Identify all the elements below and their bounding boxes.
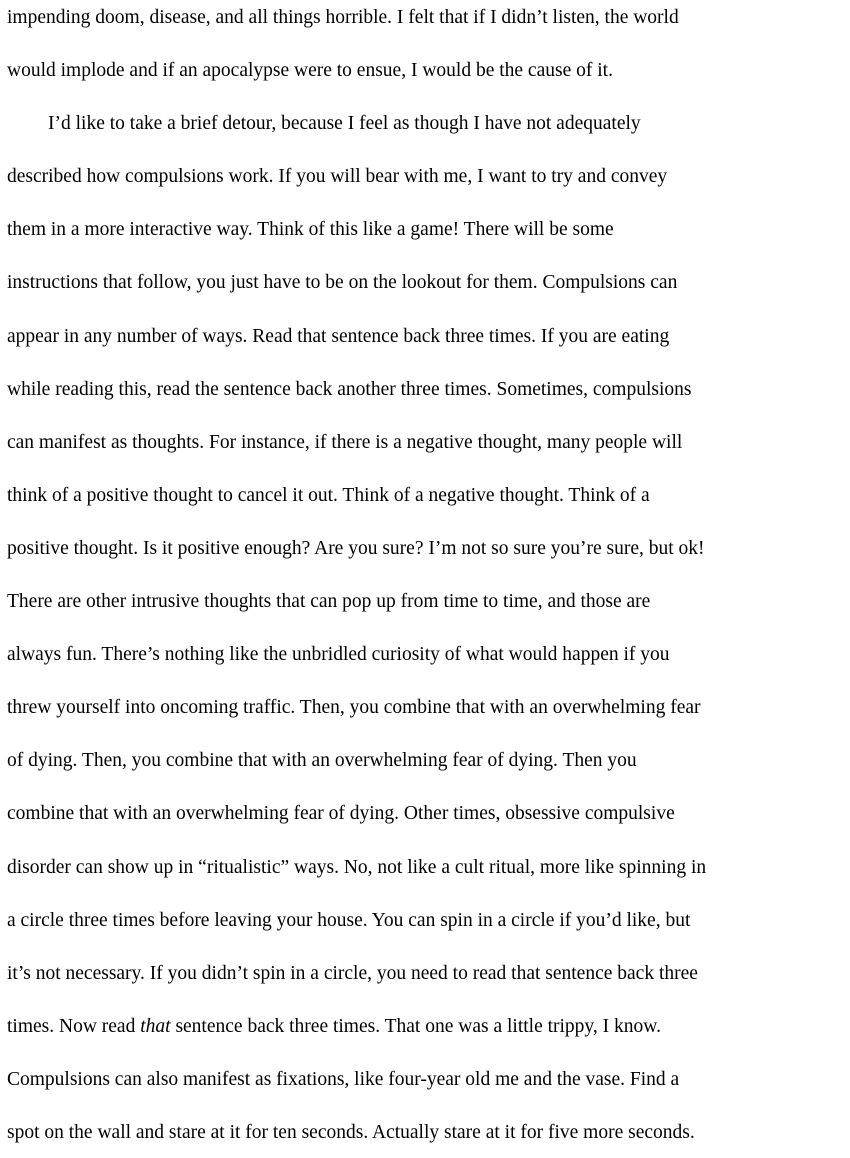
text-line xyxy=(7,1068,846,1121)
text-segment: threw yourself into oncoming traffic. Then, you combine that with an overwhelming fear xyxy=(7,697,701,719)
text-segment: instructions that follow, you just have to be on the lookout for them. Compulsions can xyxy=(7,272,678,294)
text-line xyxy=(7,431,846,484)
text-segment: sentence back three times. That one was a little trippy, I know. xyxy=(170,1015,661,1037)
text-line xyxy=(7,1121,846,1158)
text-segment: spot on the wall and stare at it for ten seconds. Actually stare at it for five more seconds. xyxy=(7,1121,695,1143)
text-line xyxy=(7,802,846,855)
text-line xyxy=(7,6,846,59)
text-line xyxy=(7,1015,846,1068)
text-segment: a circle three times before leaving your house. You can spin in a circle if you’d like, but xyxy=(7,909,691,931)
text-line xyxy=(7,484,846,537)
text-segment: Compulsions can also manifest as fixations, like four-year old me and the vase. Find a xyxy=(7,1068,680,1090)
text-line xyxy=(7,590,846,643)
text-segment: There are other intrusive thoughts that can pop up from time to time, and those are xyxy=(7,591,651,613)
text-segment: can manifest as thoughts. For instance, if there is a negative thought, many people will xyxy=(7,431,683,453)
text-line xyxy=(7,378,846,431)
document-text-body xyxy=(7,6,846,1158)
text-segment: disorder can show up in “ritualistic” ways. No, not like a cult ritual, more like spinning in xyxy=(7,856,707,878)
text-segment: would implode and if an apocalypse were to ensue, I would be the cause of it. xyxy=(7,60,613,82)
text-line xyxy=(7,271,846,324)
text-segment: described how compulsions work. If you will bear with me, I want to try and convey xyxy=(7,166,668,188)
text-segment: times. Now read xyxy=(7,1015,141,1037)
text-line xyxy=(7,962,846,1015)
text-line xyxy=(7,218,846,271)
text-segment-italic: that xyxy=(140,1015,171,1037)
text-line xyxy=(7,643,846,696)
text-line xyxy=(7,325,846,378)
text-segment: of dying. Then, you combine that with an overwhelming fear of dying. Then you xyxy=(7,750,637,772)
text-line xyxy=(7,749,846,802)
text-segment: always fun. There’s nothing like the unbridled curiosity of what would happen if you xyxy=(7,644,670,666)
text-segment: combine that with an overwhelming fear of dying. Other times, obsessive compulsive xyxy=(7,803,675,825)
text-segment: it’s not necessary. If you didn’t spin in a circle, you need to read that sentence back three xyxy=(7,962,698,984)
text-line xyxy=(7,696,846,749)
text-line xyxy=(7,59,846,112)
text-segment: them in a more interactive way. Think of this like a game! There will be some xyxy=(7,219,614,241)
text-line xyxy=(7,112,846,165)
text-line xyxy=(7,909,846,962)
text-segment: think of a positive thought to cancel it out. Think of a negative thought. Think of a xyxy=(7,484,650,506)
text-line xyxy=(7,165,846,218)
text-segment: positive thought. Is it positive enough? Are you sure? I’m not so sure you’re sure, but ok! xyxy=(7,537,705,559)
text-segment: impending doom, disease, and all things horrible. I felt that if I didn’t listen, the world xyxy=(7,7,679,28)
text-segment: appear in any number of ways. Read that sentence back three times. If you are eating xyxy=(7,325,670,347)
text-line xyxy=(7,856,846,909)
text-line xyxy=(7,537,846,590)
text-segment: I’d like to take a brief detour, because I feel as though I have not adequately xyxy=(48,113,641,135)
text-segment: while reading this, read the sentence back another three times. Sometimes, compulsions xyxy=(7,378,692,400)
